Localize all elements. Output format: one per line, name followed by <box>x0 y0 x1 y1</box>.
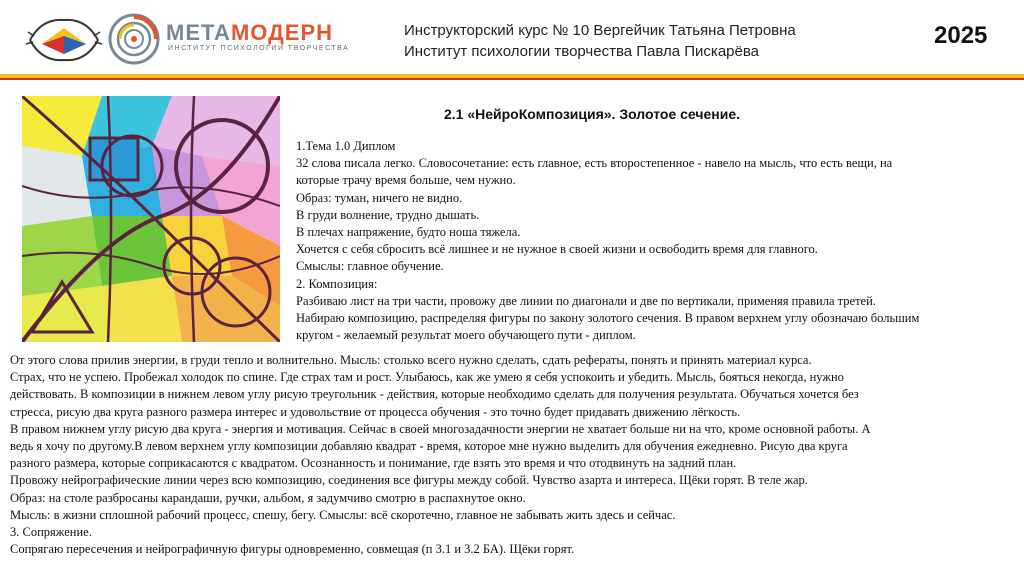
text-line: От этого слова прилив энергии, в груди тепло и волнительно. Мысль: столько всего нужно сделать, сдать рефераты, понять и принять материал курса. <box>10 353 812 367</box>
text-line: разного размера, которые соприкасаются с квадратом. Осознанность и понимание, где взять это время и что отодвинуть на задний план. <box>10 456 737 471</box>
header-title-line1: Инструкторский курс № 10 Вергейчик Татьяна Петровна <box>404 22 796 39</box>
text-line: кругом - желаемый результат моего обучающего пути - диплом. <box>296 328 636 343</box>
text-line: Страх, что не успею. Пробежал холодок по спине. Где страх там и рост. Улыбаюсь, как же умею я себя успокоить и убедить. Мысль, бояться некогда, нужно <box>10 370 844 385</box>
text-line: В правом нижнем углу рисую два круга - энергия и мотивация. Сейчас в своей многозадачности энергии не хватает больше ни на что, кроме основной работы. А <box>10 421 871 436</box>
institute-emblem-logo <box>22 14 106 66</box>
text-line: стресса, рисую два круга разного размера интерес и удовольствие от процесса обучения - это точно будет придавать движению лёгкость. <box>10 404 741 419</box>
text-line: 32 слова писала легко. Словосочетание: есть главное, есть второстепенное - навело на мысль, что есть вещи, на <box>296 156 893 171</box>
text-line: которые трачу время больше, чем нужно. <box>296 173 516 188</box>
metamodern-logo-icon <box>108 8 160 70</box>
text-line: Провожу нейрографические линии через всю композицию, соединения все фигуры между собой. Чувство азарта и интереса. Щёки горят. В теле жар. <box>10 473 808 488</box>
header-title-line2: Институт психологии творчества Павла Пискарёва <box>404 43 759 60</box>
text-line: Смыслы: главное обучение. <box>296 259 444 274</box>
text-line: Хочется с себя сбросить всё лишнее и не нужное в своей жизни и освободить время для главного. <box>296 242 818 257</box>
year-label: 2025 <box>934 22 988 49</box>
header-title <box>404 20 796 62</box>
bottom-text-block <box>10 352 1014 558</box>
text-line: Разбиваю лист на три части, провожу две линии по диагонали и две по вертикали, применяя правила третей. <box>296 293 876 308</box>
text-line: В плечах напряжение, будто ноша тяжела. <box>296 225 521 240</box>
text-line: 2. Композиция: <box>296 276 378 291</box>
text-line: Набираю композицию, распределяя фигуры по закону золотого сечения. В правом верхнем углу обозначаю большим <box>296 311 920 326</box>
text-line: ведь я хочу по другому.В левом верхнем углу композиции добавляю квадрат - время, которое мне нужно выделить для обучения ежедневно. Рисую два круга <box>10 439 848 454</box>
section-title: 2.1 «НейроКомпозиция». Золотое сечение. <box>443 106 740 122</box>
slide-header <box>0 0 1024 80</box>
neurographic-artwork-image <box>22 96 280 342</box>
text-line: Образ: на столе разбросаны карандаши, ручки, альбом, я задумчиво смотрю в распахнутое окно. <box>10 490 526 505</box>
text-line: Образ: туман, ничего не видно. <box>296 190 463 205</box>
text-line: В груди волнение, трудно дышать. <box>296 207 480 222</box>
text-line: действовать. В композиции в нижнем левом углу рисую треугольник - действия, которые необходимо сделать для получения результата. Обучаться хочется без <box>10 387 859 402</box>
text-line: 3. Сопряжение. <box>10 525 92 540</box>
text-line: Мысль: в жизни сплошной рабочий процесс, спешу, бегу. Смыслы: всё скоротечно, главное не забывать жить здесь и сейчас. <box>10 507 676 522</box>
header-divider-red <box>0 78 1024 80</box>
brand-tagline: ИНСТИТУТ ПСИХОЛОГИИ ТВОРЧЕСТВА <box>168 45 350 52</box>
text-line: 1.Тема 1.0 Диплом <box>296 139 396 153</box>
brand-name: МЕТАМОДЕРН <box>166 20 334 45</box>
right-text-block <box>296 138 1012 344</box>
text-line: Сопрягаю пересечения и нейрографичную фигуры одновременно, совмещая (п 3.1 и 3.2 БА). Щёки горят. <box>10 542 575 557</box>
